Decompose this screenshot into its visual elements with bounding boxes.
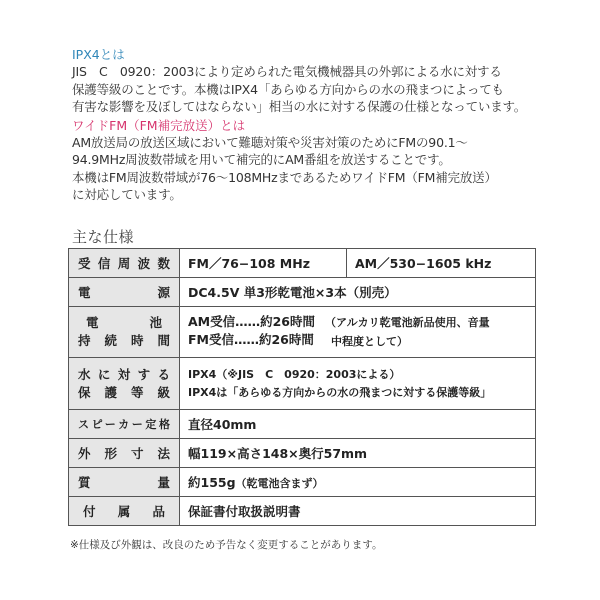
battery-am: AM受信……約26時間 xyxy=(188,314,316,329)
spec-value-size: 幅119×高さ148×奥行57mm xyxy=(180,439,536,468)
ipx4-heading: IPX4とは xyxy=(72,47,125,62)
spec-value-am: AM／530−1605 kHz xyxy=(347,249,536,278)
spec-value-speaker: 直径40mm xyxy=(180,410,536,439)
widefm-heading: ワイドFM（FM補完放送）とは xyxy=(72,117,246,133)
spec-row-accessory xyxy=(69,497,536,526)
spec-table xyxy=(68,248,536,526)
battery-fm: FM受信……約26時間 xyxy=(188,332,314,347)
spec-row-frequency xyxy=(69,249,536,278)
spec-value-power: DC4.5V 単3形乾電池×3本（別売） xyxy=(180,278,536,307)
battery-note xyxy=(325,313,490,351)
spec-label-speaker: スピーカー定格 xyxy=(69,410,180,439)
spec-label-mass: 質 量 xyxy=(69,468,180,497)
spec-label-battery xyxy=(69,307,180,358)
water-line-2: IPX4は「あらゆる方向からの水の飛まつに対する保護等級」 xyxy=(188,385,492,399)
spec-row-mass xyxy=(69,468,536,497)
spec-row-power xyxy=(69,278,536,307)
widefm-line-2: 94.9MHz周波数帯域を用いて補完的にAM番組を放送することです。 xyxy=(72,152,451,167)
spec-label-water-1: 水に対する xyxy=(78,366,170,382)
widefm-line-3: 本機はFM周波数帯域が76〜108MHzまであるためワイドFM（FM補完放送） xyxy=(72,169,497,185)
ipx4-line-1: JIS C 0920：2003により定められた電気機械器具の外郭による水に対する xyxy=(72,64,502,79)
ipx4-line-3: 有害な影響を及ぼしてはならない」相当の水に対する保護の仕様となっています。 xyxy=(72,99,527,114)
spec-section-title: 主な仕様 xyxy=(72,228,135,246)
spec-label-water xyxy=(69,358,180,410)
spec-value-accessory: 保証書付取扱説明書 xyxy=(180,497,536,526)
spec-label-accessory: 付属品 xyxy=(69,497,180,526)
ipx4-paragraph xyxy=(72,63,542,116)
spec-label-water-2: 保護等級 xyxy=(78,384,170,400)
battery-note-1: （アルカリ乾電池新品使用、音量 xyxy=(325,316,490,329)
spec-label-size: 外形寸法 xyxy=(69,439,180,468)
spec-label-battery-1: 電 池 xyxy=(86,315,162,330)
water-line-1: IPX4（※JIS C 0920：2003による） xyxy=(188,367,401,381)
spec-value-water xyxy=(180,358,536,410)
spec-label-power: 電 源 xyxy=(69,278,180,307)
explanation-notes xyxy=(72,46,542,204)
spec-row-battery xyxy=(69,307,536,358)
spec-label-frequency: 受信周波数 xyxy=(69,249,180,278)
spec-value-fm: FM／76−108 MHz xyxy=(180,249,347,278)
ipx4-line-2: 保護等級のことです。本機はIPX4「あらゆる方向からの水の飛まつによっても xyxy=(72,81,504,97)
spec-row-size xyxy=(69,439,536,468)
spec-value-mass xyxy=(180,468,536,497)
spec-row-water xyxy=(69,358,536,410)
widefm-line-4: に対応しています。 xyxy=(72,187,182,202)
widefm-paragraph xyxy=(72,134,542,204)
mass-value: 約155g xyxy=(188,475,236,490)
footnote: ※仕様及び外観は、改良のため予告なく変更することがあります。 xyxy=(70,539,383,551)
widefm-line-1: AM放送局の放送区域において難聴対策や災害対策のためにFMの90.1〜 xyxy=(72,134,468,150)
battery-note-2: 中程度として） xyxy=(331,335,409,348)
spec-label-battery-2: 持続時間 xyxy=(78,333,170,348)
spec-value-battery xyxy=(180,307,536,358)
spec-row-speaker xyxy=(69,410,536,439)
mass-note: （乾電池含まず） xyxy=(235,477,324,490)
